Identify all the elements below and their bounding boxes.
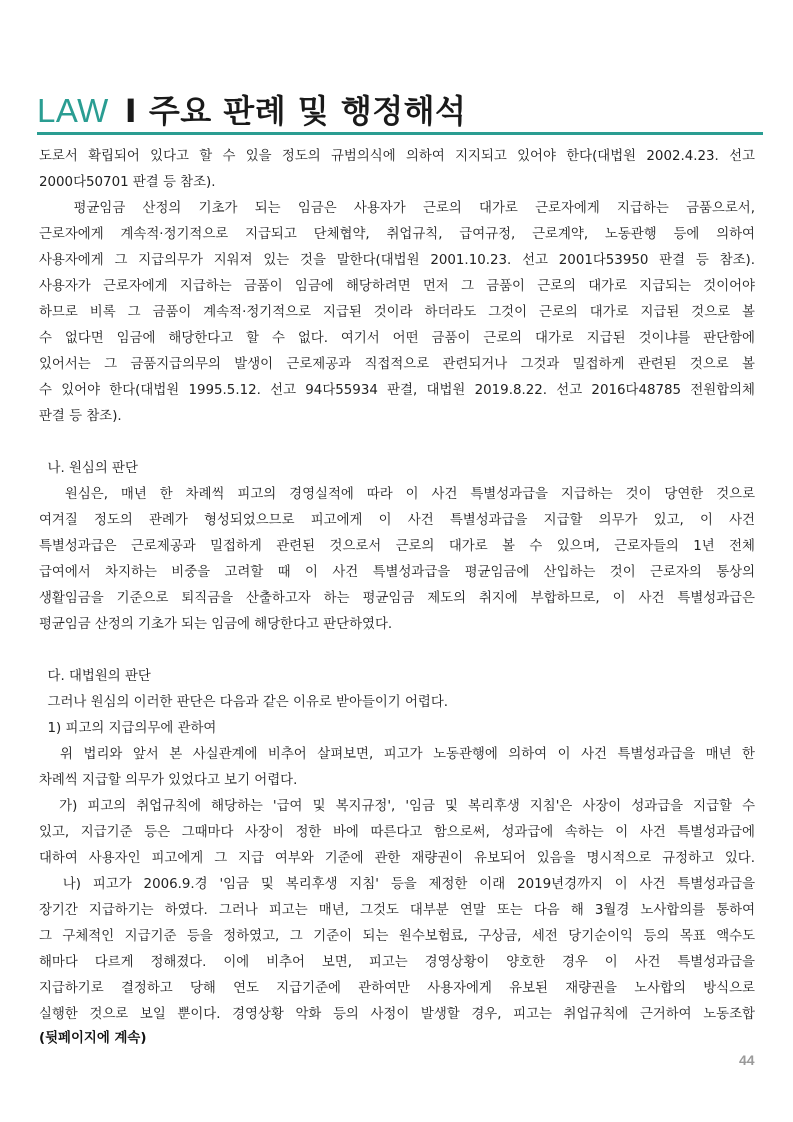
text-line: 여겨질 정도의 관례가 형성되었으므로 피고에게 이 사건 특별성과급을 지급할 의무가 있고, 이 사건 (39, 513, 755, 528)
text-line: 차례씩 지급할 의무가 있었다고 보기 어렵다. (39, 773, 298, 788)
text-line: 원심은, 매년 한 차례씩 피고의 경영실적에 따라 이 사건 특별성과급을 지급하는 것이 당연한 것으로 (39, 487, 755, 502)
text-line: 해마다 다르게 정해졌다. 이에 비추어 보면, 피고는 경영상황이 양호한 경우 이 사건 특별성과급을 (39, 955, 755, 970)
text-line: 근로자에게 계속적·정기적으로 지급되고 단체협약, 취업규칙, 급여규정, 근로계약, 노동관행 등에 의하여 (39, 227, 755, 242)
text-line: 판결 등 참조). (39, 409, 122, 424)
header-divider (37, 132, 763, 135)
page-number: 44 (739, 1052, 755, 1068)
text-line: 특별성과급은 근로제공과 밀접하게 관련된 것으로서 근로의 대가로 볼 수 있으며, 근로자들의 1년 전체 (39, 539, 755, 554)
text-line: 나) 피고가 2006.9.경 '임금 및 복리후생 지침' 등을 제정한 이래 2019년경까지 이 사건 특별성과급을 (39, 877, 755, 892)
text-line: 급여에서 차지하는 비중을 고려할 때 이 사건 특별성과급을 평균임금에 산입하는 것이 근로자의 통상의 (39, 565, 755, 580)
text-line: 사용자가 근로자에게 지급하는 금품이 임금에 해당하려면 먼저 그 금품이 근로의 대가로 지급되는 것이어야 (39, 279, 755, 294)
text-line: 하므로 비록 그 금품이 계속적·정기적으로 지급된 것이라 하더라도 그것이 근로의 대가로 지급된 것으로 볼 (39, 305, 755, 320)
text-line: 장기간 지급하기는 하였다. 그러나 피고는 매년, 그것도 대부분 연말 또는 다음 해 3월경 노사합의를 통하여 (39, 903, 755, 918)
text-line: 그러나 원심의 이러한 판단은 다음과 같은 이유로 받아들이기 어렵다. (39, 695, 449, 710)
text-line: 있어서는 그 금품지급의무의 발생이 근로제공과 직접적으로 관련되거나 그것과 밀접하게 관련된 것으로 볼 (39, 357, 755, 372)
text-line: 나. 원심의 판단 (39, 461, 138, 476)
text-line: 수 있어야 한다(대법원 1995.5.12. 선고 94다55934 판결, 대법원 2019.8.22. 선고 2016다48785 전원합의체 (39, 383, 755, 398)
page-title: I 주요 판례 및 행정해석 (124, 92, 467, 130)
text-line: 2000다50701 판결 등 참조). (39, 175, 216, 190)
text-line: 있고, 지급기준 등은 그때마다 사장이 정한 바에 따른다고 함으로써, 성과급에 속하는 이 사건 특별성과급에 (39, 825, 755, 840)
text-line: 대하여 사용자인 피고에게 그 지급 여부와 기준에 관한 재량권이 유보되어 있음을 명시적으로 규정하고 있다. (39, 851, 755, 866)
text-line: 도로서 확립되어 있다고 할 수 있을 정도의 규범의식에 의하여 지지되고 있어야 한다(대법원 2002.4.23. 선고 (39, 149, 755, 164)
continue-note: (뒷페이지에 계속) (39, 1031, 147, 1046)
body-text (39, 144, 755, 1028)
text-line: 위 법리와 앞서 본 사실관계에 비추어 살펴보면, 피고가 노동관행에 의하여 이 사건 특별성과급을 매년 한 (39, 747, 755, 762)
text-line: 다. 대법원의 판단 (39, 669, 151, 684)
text-line: 가) 피고의 취업규칙에 해당하는 '급여 및 복지규정', '임금 및 복리후생 지침'은 사장이 성과급을 지급할 수 (39, 799, 755, 814)
page-header (37, 86, 466, 130)
text-line: 그 구체적인 지급기준 등을 정하였고, 그 기준이 되는 원수보험료, 구상금, 세전 당기순이익 등의 목표 액수도 (39, 929, 755, 944)
text-line: 생활임금을 기준으로 퇴직금을 산출하고자 하는 평균임금 제도의 취지에 부합하므로, 이 사건 특별성과급은 (39, 591, 755, 606)
text-line: 실행한 것으로 보일 뿐이다. 경영상황 악화 등의 사정이 발생할 경우, 피고는 취업규칙에 근거하여 노동조합 (39, 1007, 755, 1022)
blank-line (39, 638, 755, 664)
text-line: 평균임금 산정의 기초가 되는 임금은 사용자가 근로의 대가로 근로자에게 지급하는 금품으로서, (39, 201, 755, 216)
text-line: 사용자에게 그 지급의무가 지워져 있는 것을 말한다(대법원 2001.10.23. 선고 2001다53950 판결 등 참조). (39, 253, 755, 268)
section-label: LAW (37, 92, 109, 129)
text-line: 수 없다면 임금에 해당한다고 할 수 없다. 여기서 어떤 금품이 근로의 대가로 지급된 것이냐를 판단함에 (39, 331, 755, 346)
text-line: 1) 피고의 지급의무에 관하여 (39, 721, 217, 736)
text-line: 평균임금 산정의 기초가 되는 임금에 해당한다고 판단하였다. (39, 617, 393, 632)
text-line: 지급하기로 결정하고 당해 연도 지급기준에 관하여만 사용자에게 유보된 재량권을 노사합의 방식으로 (39, 981, 755, 996)
blank-line (39, 430, 755, 456)
